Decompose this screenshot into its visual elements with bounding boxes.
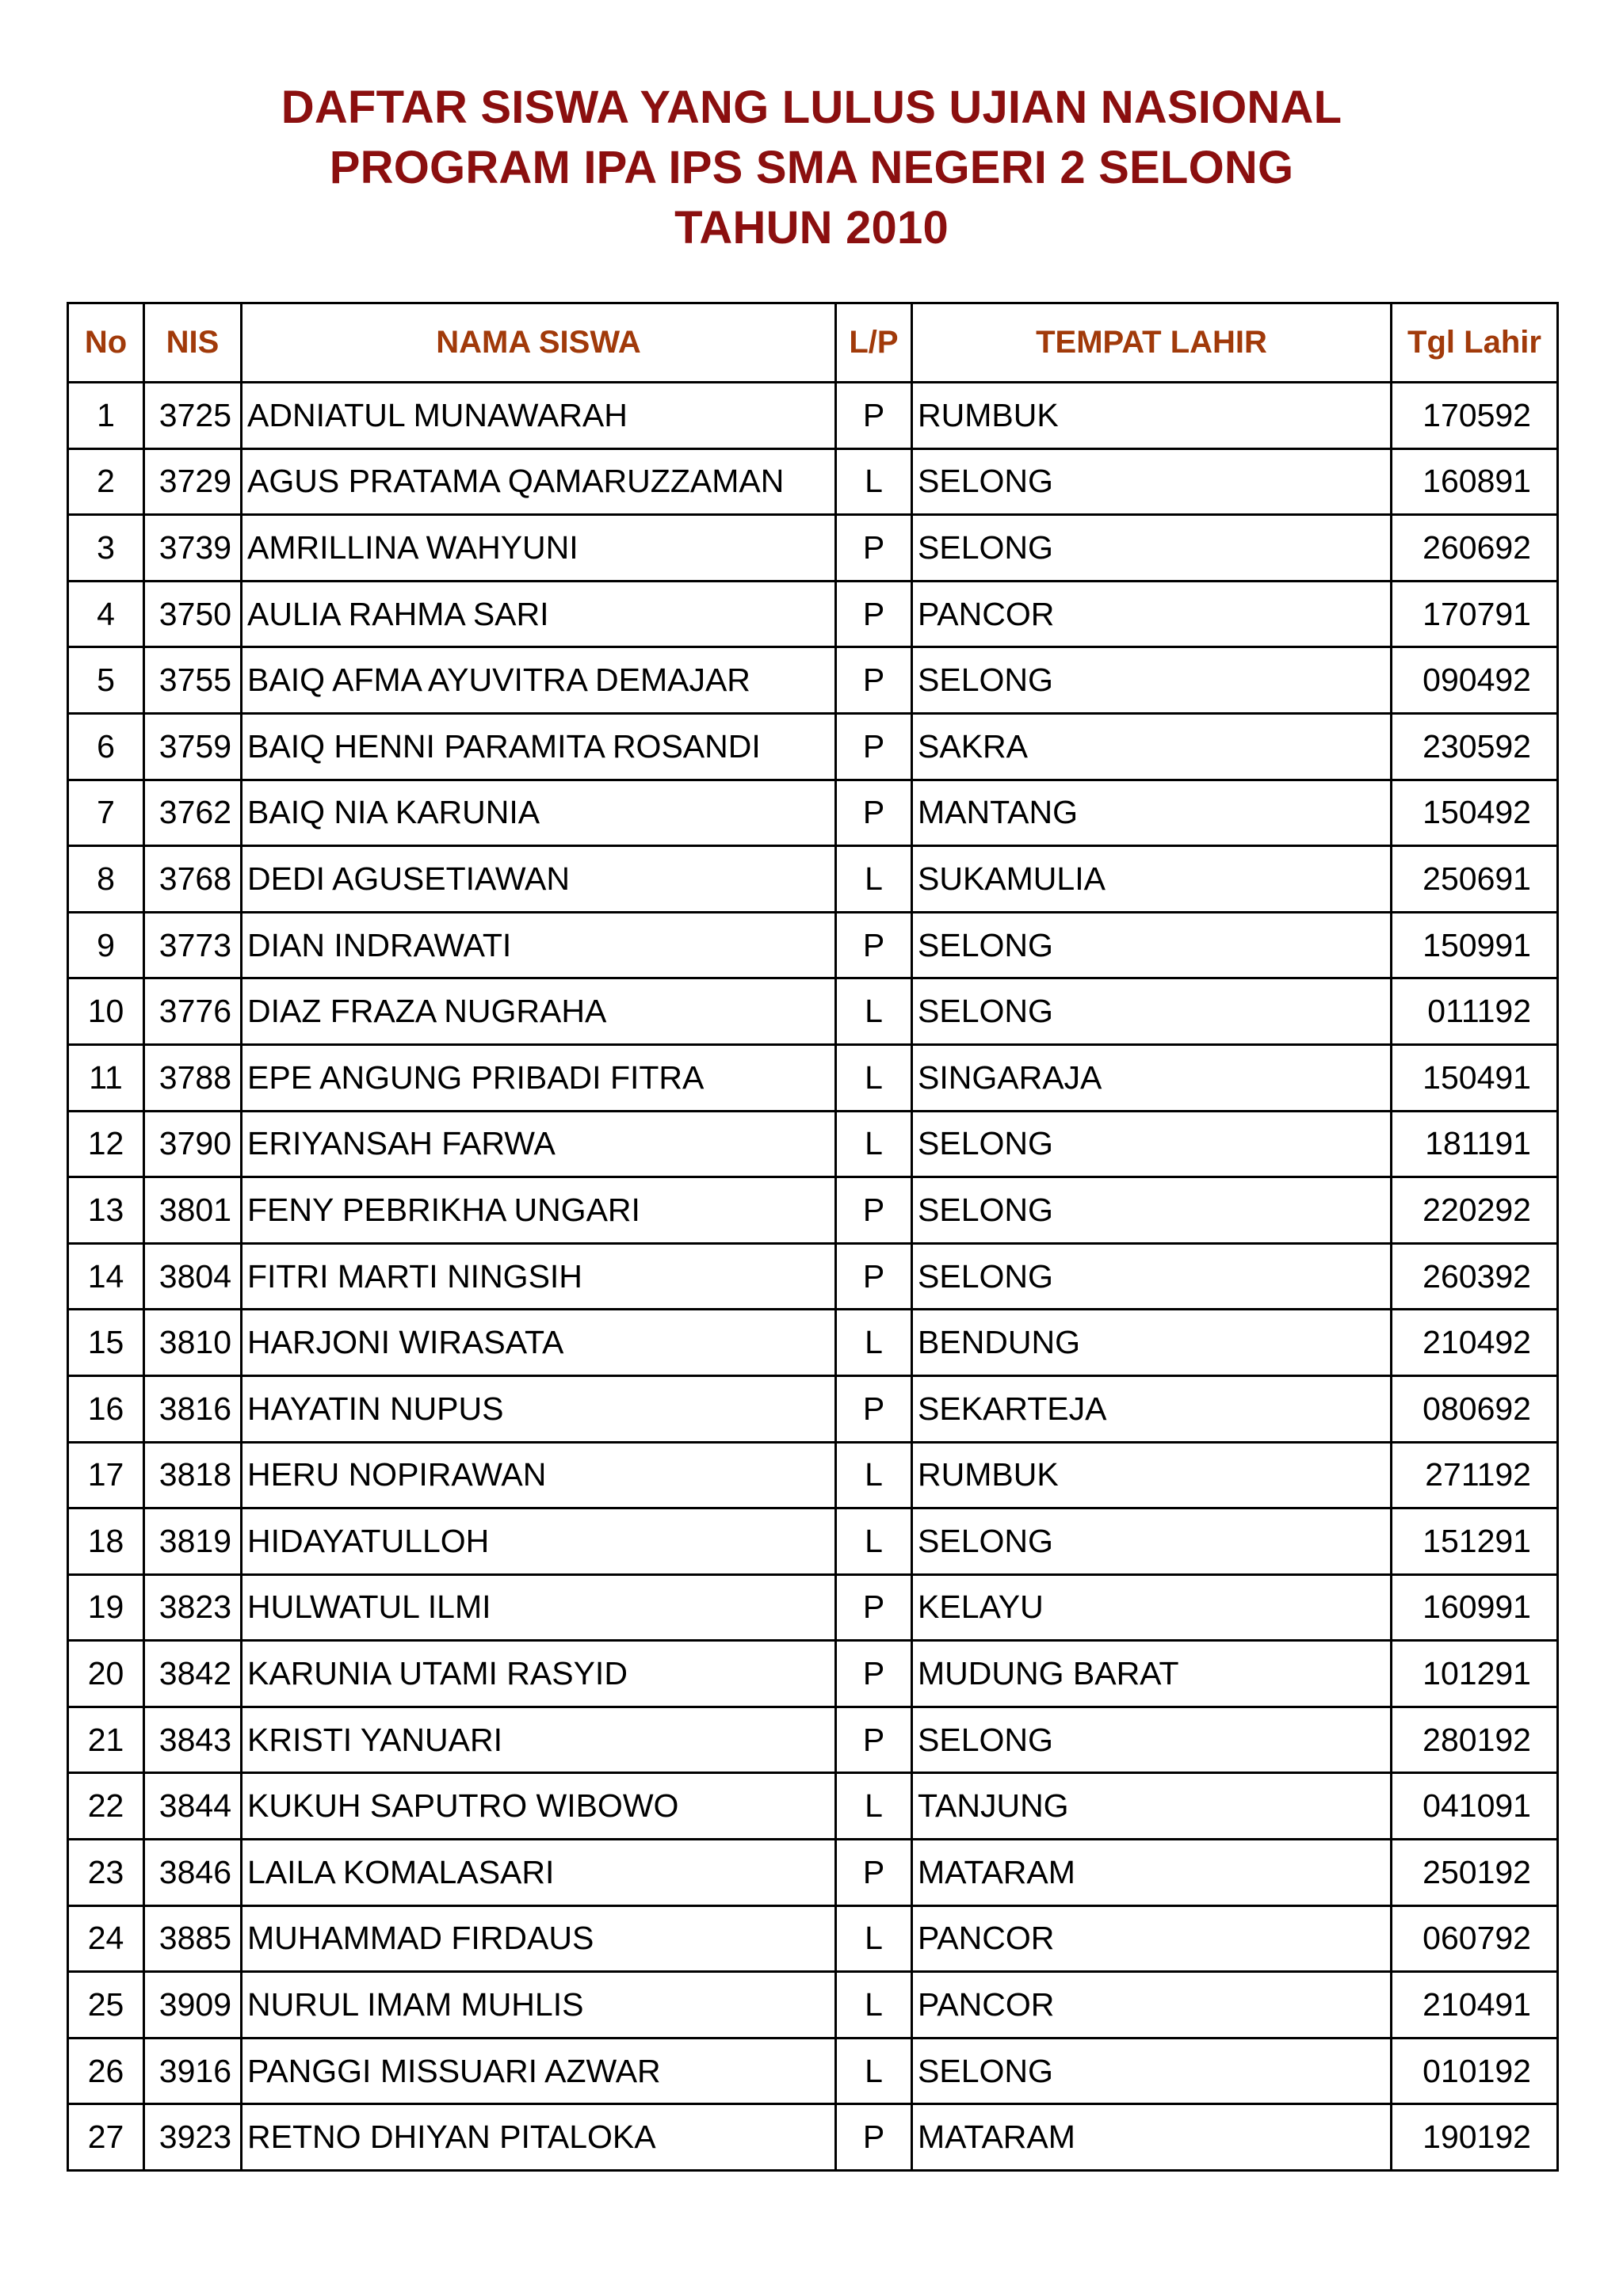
cell-lp: P — [836, 1707, 912, 1773]
table-row — [68, 1773, 1558, 1840]
cell-place: PANCOR — [912, 581, 1392, 647]
cell-date: 210491 — [1392, 1972, 1558, 2039]
table-row — [68, 383, 1558, 449]
cell-name: HERU NOPIRAWAN — [242, 1442, 836, 1508]
cell-lp: L — [836, 1310, 912, 1376]
cell-date: 150491 — [1392, 1044, 1558, 1111]
cell-place: SELONG — [912, 1508, 1392, 1575]
header-place: TEMPAT LAHIR — [912, 303, 1392, 383]
cell-date: 151291 — [1392, 1508, 1558, 1575]
cell-date: 080692 — [1392, 1375, 1558, 1442]
cell-nis: 3725 — [144, 383, 242, 449]
cell-lp: L — [836, 2038, 912, 2104]
cell-place: TANJUNG — [912, 1773, 1392, 1840]
cell-name: BAIQ HENNI PARAMITA ROSANDI — [242, 713, 836, 780]
cell-no: 25 — [68, 1972, 144, 2039]
table-row — [68, 1972, 1558, 2039]
cell-name: KRISTI YANUARI — [242, 1707, 836, 1773]
cell-no: 16 — [68, 1375, 144, 1442]
cell-place: SEKARTEJA — [912, 1375, 1392, 1442]
cell-name: HARJONI WIRASATA — [242, 1310, 836, 1376]
cell-date: 170791 — [1392, 581, 1558, 647]
cell-nis: 3923 — [144, 2104, 242, 2171]
header-nis: NIS — [144, 303, 242, 383]
cell-no: 27 — [68, 2104, 144, 2171]
cell-name: DIAZ FRAZA NUGRAHA — [242, 978, 836, 1045]
cell-no: 13 — [68, 1177, 144, 1244]
cell-date: 150492 — [1392, 780, 1558, 846]
cell-place: SINGARAJA — [912, 1044, 1392, 1111]
cell-date: 150991 — [1392, 912, 1558, 978]
cell-lp: L — [836, 1111, 912, 1177]
cell-no: 23 — [68, 1840, 144, 1906]
cell-lp: P — [836, 1574, 912, 1641]
cell-no: 19 — [68, 1574, 144, 1641]
table-row — [68, 1111, 1558, 1177]
cell-no: 24 — [68, 1905, 144, 1972]
table-row — [68, 2104, 1558, 2171]
cell-date: 271192 — [1392, 1442, 1558, 1508]
cell-no: 2 — [68, 448, 144, 515]
cell-lp: P — [836, 647, 912, 714]
cell-lp: P — [836, 780, 912, 846]
cell-nis: 3804 — [144, 1243, 242, 1310]
cell-no: 1 — [68, 383, 144, 449]
cell-nis: 3790 — [144, 1111, 242, 1177]
cell-date: 190192 — [1392, 2104, 1558, 2171]
table-row — [68, 448, 1558, 515]
cell-nis: 3842 — [144, 1641, 242, 1707]
cell-nis: 3843 — [144, 1707, 242, 1773]
cell-no: 12 — [68, 1111, 144, 1177]
cell-no: 6 — [68, 713, 144, 780]
cell-nis: 3844 — [144, 1773, 242, 1840]
cell-nis: 3816 — [144, 1375, 242, 1442]
cell-date: 210492 — [1392, 1310, 1558, 1376]
title-line-3: TAHUN 2010 — [674, 202, 949, 254]
cell-lp: P — [836, 2104, 912, 2171]
table-row — [68, 1574, 1558, 1641]
cell-nis: 3773 — [144, 912, 242, 978]
cell-no: 21 — [68, 1707, 144, 1773]
cell-name: ADNIATUL MUNAWARAH — [242, 383, 836, 449]
header-name: NAMA SISWA — [242, 303, 836, 383]
cell-name: FITRI MARTI NINGSIH — [242, 1243, 836, 1310]
cell-date: 010192 — [1392, 2038, 1558, 2104]
cell-no: 9 — [68, 912, 144, 978]
cell-lp: L — [836, 1972, 912, 2039]
cell-nis: 3762 — [144, 780, 242, 846]
cell-lp: L — [836, 846, 912, 913]
cell-place: SELONG — [912, 1177, 1392, 1244]
table-row — [68, 2038, 1558, 2104]
cell-no: 15 — [68, 1310, 144, 1376]
cell-name: HULWATUL ILMI — [242, 1574, 836, 1641]
document-title — [0, 78, 1623, 258]
table-row — [68, 978, 1558, 1045]
cell-place: SELONG — [912, 1111, 1392, 1177]
cell-name: LAILA KOMALASARI — [242, 1840, 836, 1906]
cell-place: PANCOR — [912, 1972, 1392, 2039]
cell-place: MUDUNG BARAT — [912, 1641, 1392, 1707]
cell-lp: P — [836, 1375, 912, 1442]
cell-date: 260692 — [1392, 515, 1558, 582]
cell-nis: 3885 — [144, 1905, 242, 1972]
cell-name: HAYATIN NUPUS — [242, 1375, 836, 1442]
table-row — [68, 1508, 1558, 1575]
cell-name: EPE ANGUNG PRIBADI FITRA — [242, 1044, 836, 1111]
cell-nis: 3739 — [144, 515, 242, 582]
cell-no: 14 — [68, 1243, 144, 1310]
cell-no: 18 — [68, 1508, 144, 1575]
cell-lp: P — [836, 1641, 912, 1707]
cell-name: DIAN INDRAWATI — [242, 912, 836, 978]
cell-date: 280192 — [1392, 1707, 1558, 1773]
table-row — [68, 1044, 1558, 1111]
header-no: No — [68, 303, 144, 383]
table-row — [68, 1840, 1558, 1906]
cell-name: AULIA RAHMA SARI — [242, 581, 836, 647]
cell-no: 3 — [68, 515, 144, 582]
cell-place: RUMBUK — [912, 383, 1392, 449]
cell-nis: 3750 — [144, 581, 242, 647]
table-row — [68, 1375, 1558, 1442]
cell-place: SUKAMULIA — [912, 846, 1392, 913]
cell-date: 230592 — [1392, 713, 1558, 780]
header-lp: L/P — [836, 303, 912, 383]
cell-place: SELONG — [912, 978, 1392, 1045]
cell-place: SELONG — [912, 1243, 1392, 1310]
cell-name: AGUS PRATAMA QAMARUZZAMAN — [242, 448, 836, 515]
cell-place: RUMBUK — [912, 1442, 1392, 1508]
cell-nis: 3788 — [144, 1044, 242, 1111]
cell-lp: L — [836, 1508, 912, 1575]
cell-place: MATARAM — [912, 1840, 1392, 1906]
cell-place: SELONG — [912, 448, 1392, 515]
cell-name: KARUNIA UTAMI RASYID — [242, 1641, 836, 1707]
cell-place: SELONG — [912, 647, 1392, 714]
cell-place: SELONG — [912, 2038, 1392, 2104]
cell-no: 11 — [68, 1044, 144, 1111]
cell-lp: P — [836, 1177, 912, 1244]
student-table — [67, 302, 1559, 2172]
cell-nis: 3909 — [144, 1972, 242, 2039]
cell-name: DEDI AGUSETIAWAN — [242, 846, 836, 913]
cell-no: 4 — [68, 581, 144, 647]
cell-nis: 3759 — [144, 713, 242, 780]
cell-name: PANGGI MISSUARI AZWAR — [242, 2038, 836, 2104]
table-row — [68, 912, 1558, 978]
cell-nis: 3729 — [144, 448, 242, 515]
cell-date: 011192 — [1392, 978, 1558, 1045]
cell-date: 250691 — [1392, 846, 1558, 913]
cell-lp: P — [836, 383, 912, 449]
cell-date: 170592 — [1392, 383, 1558, 449]
cell-no: 20 — [68, 1641, 144, 1707]
cell-lp: L — [836, 1044, 912, 1111]
cell-date: 250192 — [1392, 1840, 1558, 1906]
cell-lp: P — [836, 581, 912, 647]
cell-nis: 3776 — [144, 978, 242, 1045]
cell-nis: 3818 — [144, 1442, 242, 1508]
table-row — [68, 846, 1558, 913]
cell-name: MUHAMMAD FIRDAUS — [242, 1905, 836, 1972]
cell-date: 060792 — [1392, 1905, 1558, 1972]
cell-date: 090492 — [1392, 647, 1558, 714]
cell-nis: 3823 — [144, 1574, 242, 1641]
cell-no: 17 — [68, 1442, 144, 1508]
cell-nis: 3846 — [144, 1840, 242, 1906]
cell-lp: L — [836, 978, 912, 1045]
cell-name: FENY PEBRIKHA UNGARI — [242, 1177, 836, 1244]
cell-date: 101291 — [1392, 1641, 1558, 1707]
cell-place: MANTANG — [912, 780, 1392, 846]
cell-nis: 3801 — [144, 1177, 242, 1244]
cell-no: 10 — [68, 978, 144, 1045]
table-row — [68, 647, 1558, 714]
title-line-2: PROGRAM IPA IPS SMA NEGERI 2 SELONG — [329, 142, 1294, 193]
table-row — [68, 1707, 1558, 1773]
cell-place: SELONG — [912, 1707, 1392, 1773]
cell-lp: P — [836, 912, 912, 978]
header-row — [68, 303, 1558, 383]
cell-name: ERIYANSAH FARWA — [242, 1111, 836, 1177]
header-date: Tgl Lahir — [1392, 303, 1558, 383]
title-line-1: DAFTAR SISWA YANG LULUS UJIAN NASIONAL — [281, 82, 1342, 133]
cell-lp: L — [836, 1773, 912, 1840]
cell-lp: P — [836, 1243, 912, 1310]
cell-place: BENDUNG — [912, 1310, 1392, 1376]
table-row — [68, 1177, 1558, 1244]
cell-date: 181191 — [1392, 1111, 1558, 1177]
table-row — [68, 1641, 1558, 1707]
cell-no: 8 — [68, 846, 144, 913]
table-row — [68, 1442, 1558, 1508]
cell-place: MATARAM — [912, 2104, 1392, 2171]
cell-lp: L — [836, 1442, 912, 1508]
cell-lp: P — [836, 1840, 912, 1906]
cell-place: SAKRA — [912, 713, 1392, 780]
cell-date: 260392 — [1392, 1243, 1558, 1310]
cell-no: 5 — [68, 647, 144, 714]
table-row — [68, 780, 1558, 846]
cell-no: 7 — [68, 780, 144, 846]
cell-name: BAIQ NIA KARUNIA — [242, 780, 836, 846]
table-row — [68, 1905, 1558, 1972]
cell-date: 160991 — [1392, 1574, 1558, 1641]
cell-lp: L — [836, 448, 912, 515]
table-row — [68, 1243, 1558, 1310]
cell-name: KUKUH SAPUTRO WIBOWO — [242, 1773, 836, 1840]
cell-place: KELAYU — [912, 1574, 1392, 1641]
cell-no: 26 — [68, 2038, 144, 2104]
cell-no: 22 — [68, 1773, 144, 1840]
cell-place: SELONG — [912, 912, 1392, 978]
cell-date: 160891 — [1392, 448, 1558, 515]
table-body — [68, 383, 1558, 2171]
cell-nis: 3916 — [144, 2038, 242, 2104]
table-row — [68, 581, 1558, 647]
cell-name: RETNO DHIYAN PITALOKA — [242, 2104, 836, 2171]
cell-name: NURUL IMAM MUHLIS — [242, 1972, 836, 2039]
cell-name: HIDAYATULLOH — [242, 1508, 836, 1575]
cell-lp: P — [836, 713, 912, 780]
cell-name: BAIQ AFMA AYUVITRA DEMAJAR — [242, 647, 836, 714]
cell-place: PANCOR — [912, 1905, 1392, 1972]
cell-date: 041091 — [1392, 1773, 1558, 1840]
cell-nis: 3819 — [144, 1508, 242, 1575]
cell-nis: 3768 — [144, 846, 242, 913]
cell-name: AMRILLINA WAHYUNI — [242, 515, 836, 582]
table-row — [68, 713, 1558, 780]
cell-place: SELONG — [912, 515, 1392, 582]
cell-nis: 3755 — [144, 647, 242, 714]
table-row — [68, 515, 1558, 582]
table-row — [68, 1310, 1558, 1376]
cell-date: 220292 — [1392, 1177, 1558, 1244]
cell-lp: P — [836, 515, 912, 582]
cell-lp: L — [836, 1905, 912, 1972]
cell-nis: 3810 — [144, 1310, 242, 1376]
